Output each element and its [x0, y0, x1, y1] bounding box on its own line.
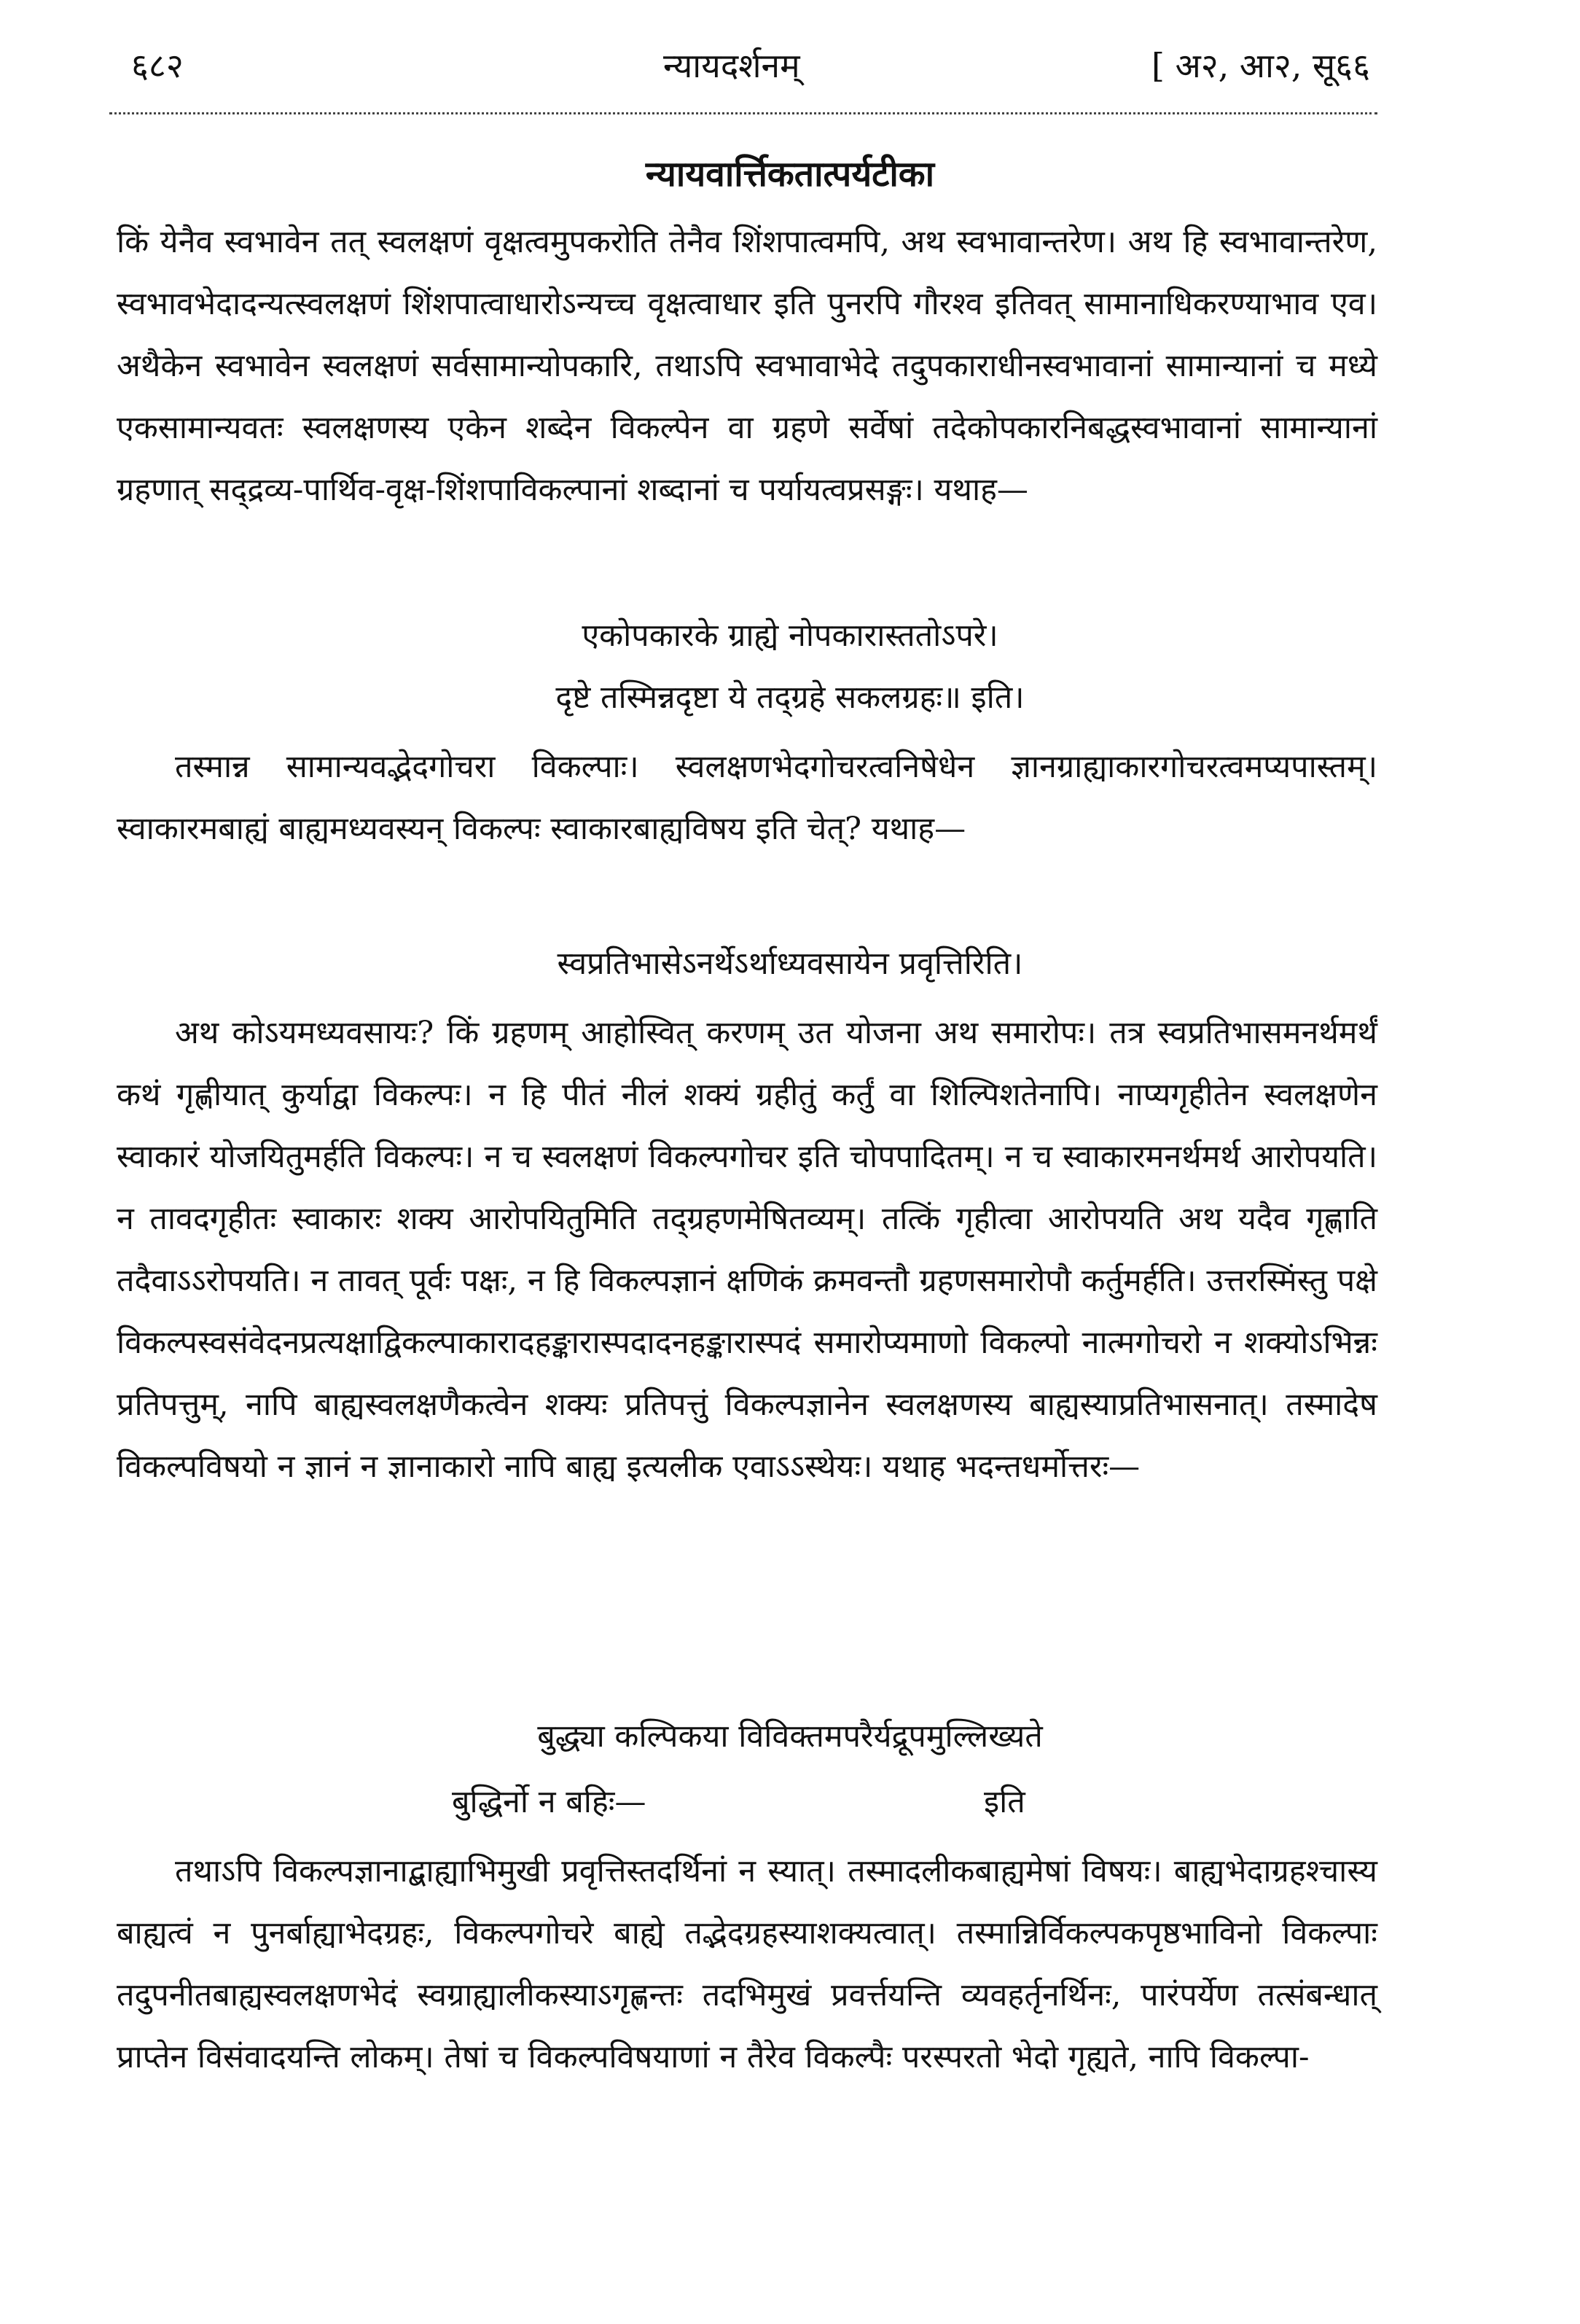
header-divider	[109, 108, 1377, 114]
paragraph-4	[117, 1841, 1377, 2089]
paragraph-1	[117, 211, 1377, 521]
running-title: न्यायदर्शनम्	[663, 46, 800, 85]
verse-3-line-2-right: इति	[984, 1784, 1025, 1820]
paragraph-2-text: तस्मान्न सामान्यवद्भेदगोचरा विकल्पाः। स्वलक्षणभेदगोचरत्वनिषेधेन ज्ञानग्राह्याकारगोचरत्वमप्यपास्तम्। स्वाकारमबाह्यं बाह्यमध्यवस्यन् विकल्पः स्वाकारबाह्यविषय इति चेत्? यथाह—	[117, 749, 1377, 847]
verse-1-line-2: दृष्टे तस्मिन्नदृष्टा ये तद्ग्रहे सकलग्रहः॥ इति।	[555, 679, 1025, 716]
section-title: न्यायवार्त्तिकतात्पर्यटीका	[645, 154, 935, 195]
page-number: ६८२	[131, 46, 184, 85]
paragraph-2	[117, 736, 1377, 860]
paragraph-3-text: अथ कोऽयमध्यवसायः? किं ग्रहणम् आहोस्वित् करणम् उत योजना अथ समारोपः। तत्र स्वप्रतिभासमनर्थमर्थं कथं गृह्णीयात् कुर्याद्वा विकल्पः। न हि पीतं नीलं शक्यं ग्रहीतुं कर्तुं वा शिल्पिशतेनापि। नाप्यगृहीतेन स्वलक्षणेन स्वाकारं योजयितुमर्हति विकल्पः। न च स्वलक्षणं विकल्पगोचर इति चोपपादितम्। न च स्वाकारमनर्थमर्थ आरोपयति। न तावदगृहीतः स्वाकारः शक्य आरोपयितुमिति तद्ग्रहणमेषितव्यम्। तत्किं गृहीत्वा आरोपयति अथ यदैव गृह्णाति तदैवाऽऽरोपयति। न तावत् पूर्वः पक्षः, न हि विकल्पज्ञानं क्षणिकं क्रमवन्तौ ग्रहणसमारोपौ कर्तुमर्हति। उत्तरस्मिंस्तु पक्षे विकल्पस्वसंवेदनप्रत्यक्षाद्विकल्पाकारादहङ्कारास्पदादनहङ्कारास्पदं समारोप्यमाणो विकल्पो नात्मगोचरो न शक्योऽभिन्नः प्रतिपत्तुम्, नापि बाह्यस्वलक्षणैकत्वेन शक्यः प्रतिपत्तुं विकल्पज्ञानेन स्वलक्षणस्य बाह्यस्याप्रतिभासनात्। तस्मादेष विकल्पविषयो न ज्ञानं न ज्ञानाकारो नापि बाह्य इत्यलीक एवाऽऽस्थेयः। यथाह भदन्तधर्मोत्तरः—	[117, 1015, 1377, 1485]
page-header	[109, 35, 1377, 101]
paragraph-1-text: किं येनैव स्वभावेन तत् स्वलक्षणं वृक्षत्वमुपकरोति तेनैव शिंशपात्वमपि, अथ स्वभावान्तरेण। अथ हि स्वभावान्तरेण, स्वभावभेदादन्यत्स्वलक्षणं शिंशपात्वाधारोऽन्यच्च वृक्षत्वाधार इति पुनरपि गौरश्व इतिवत् सामानाधिकरण्याभाव एव। अथैकेन स्वभावेन स्वलक्षणं सर्वसामान्योपकारि, तथाऽपि स्वभावाभेदे तदुपकाराधीनस्वभावानां सामान्यानां च मध्ये एकसामान्यवतः स्वलक्षणस्य एकेन शब्देन विकल्पेन वा ग्रहणे सर्वेषां तदेकोपकारनिबद्धस्वभावानां सामान्यानां ग्रहणात् सद्द्रव्य-पार्थिव-वृक्ष-शिंशपाविकल्पानां शब्दानां च पर्यायत्वप्रसङ्गः। यथाह—	[117, 224, 1377, 508]
paragraph-3	[117, 1002, 1377, 1498]
paragraph-4-text: तथाऽपि विकल्पज्ञानाद्बाह्याभिमुखी प्रवृत्तिस्तदर्थिनां न स्यात्। तस्मादलीकबाह्यमेषां विषयः। बाह्यभेदाग्रहश्चास्य बाह्यत्वं न पुनर्बाह्याभेदग्रहः, विकल्पगोचरे बाह्ये तद्भेदग्रहस्याशक्यत्वात्। तस्मान्निर्विकल्पकपृष्ठभाविनो विकल्पाः तदुपनीतबाह्यस्वलक्षणभेदं स्वग्राह्यालीकस्याऽगृह्णन्तः तदभिमुखं प्रवर्त्तयन्ति व्यवहर्तृनर्थिनः, पारंपर्येण तत्संबन्धात् प्राप्तेन विसंवादयन्ति लोकम्। तेषां च विकल्पविषयाणां न तैरेव विकल्पैः परस्परतो भेदो गृह्यते, नापि विकल्पा-	[117, 1853, 1377, 2075]
verse-1-line-1: एकोपकारके ग्राह्ये नोपकारास्ततोऽपरे।	[582, 617, 998, 654]
verse-3-line-1: बुद्ध्या कल्पिकया विविक्तमपरैर्यद्रूपमुल्लिख्यते	[537, 1718, 1043, 1755]
verse-2: स्वप्रतिभासेऽनर्थेऽर्थाध्यवसायेन प्रवृत्तिरिति।	[557, 945, 1023, 982]
sutra-reference: [ अ२, आ२, सू६६	[1151, 46, 1370, 85]
verse-3-line-2-left: बुद्धिर्नो न बहिः—	[452, 1784, 646, 1820]
